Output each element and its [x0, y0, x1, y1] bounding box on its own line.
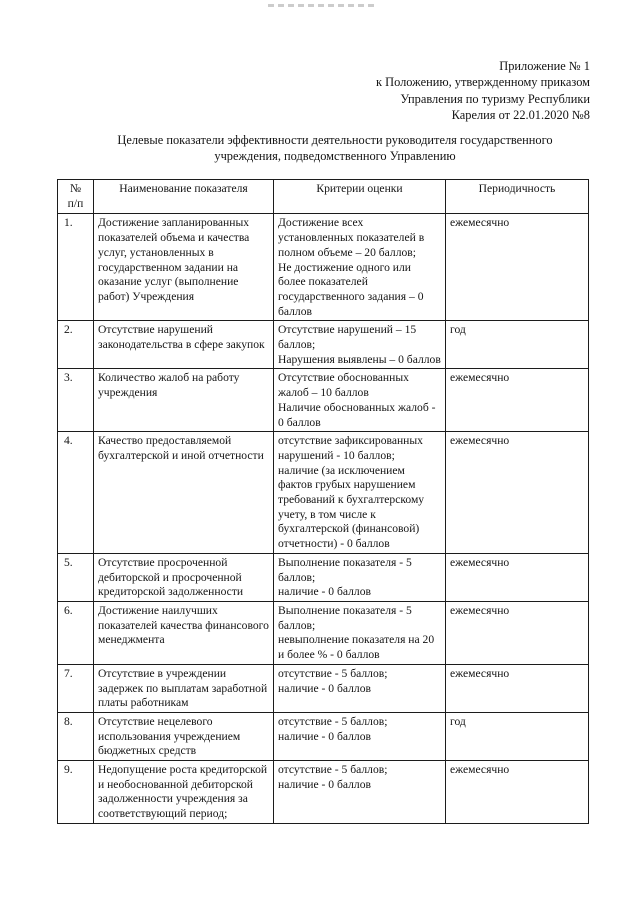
row-number: 6.: [58, 601, 94, 664]
criteria-cell: [274, 321, 446, 369]
indicator-name: Количество жалоб на работу учреждения: [94, 369, 274, 432]
criteria-positive: отсутствие зафиксированных нарушений - 10 баллов;: [278, 434, 423, 462]
criteria-negative: невыполнение показателя на 20 и более % - 0 баллов: [278, 633, 435, 662]
annex-header: [376, 58, 590, 124]
indicators-table: [57, 179, 589, 824]
criteria-negative: Наличие обоснованных жалоб - 0 баллов: [278, 400, 436, 429]
criteria-negative: Не достижение одного или более показателей государственного задания – 0 баллов: [278, 260, 424, 318]
indicator-name: Отсутствие нецелевого использования учреждением бюджетных средств: [94, 712, 274, 760]
row-number: 7.: [58, 664, 94, 712]
criteria-cell: [274, 712, 446, 760]
table-row: [58, 712, 589, 760]
periodicity: год: [446, 321, 589, 369]
table-row: [58, 369, 589, 432]
periodicity: ежемесячно: [446, 369, 589, 432]
annex-line-1: Приложение № 1: [499, 59, 590, 73]
indicator-name: Отсутствие просроченной дебиторской и просроченной кредиторской задолженности: [94, 553, 274, 601]
periodicity: ежемесячно: [446, 761, 589, 824]
row-number: 1.: [58, 214, 94, 321]
criteria-negative: наличие - 0 баллов: [278, 585, 371, 599]
periodicity: год: [446, 712, 589, 760]
table-row: [58, 761, 589, 824]
annex-line-3: Управления по туризму Республики: [400, 91, 590, 106]
table-row: [58, 664, 589, 712]
table-row: [58, 601, 589, 664]
criteria-positive: Достижение всех установленных показателей в полном объеме – 20 баллов;: [278, 216, 425, 259]
row-number: 2.: [58, 321, 94, 369]
criteria-cell: [274, 553, 446, 601]
periodicity: ежемесячно: [446, 214, 589, 321]
header-periodicity: Периодичность: [446, 180, 589, 214]
header-number-symbol: №: [69, 182, 82, 195]
table-header-row: [58, 180, 589, 214]
criteria-negative: наличие - 0 баллов: [278, 729, 371, 743]
indicator-name: Недопущение роста кредиторской и необоснованной дебиторской задолженности учреждения за соответствующий период;: [94, 761, 274, 824]
table-row: [58, 321, 589, 369]
table-row: [58, 214, 589, 321]
row-number: 9.: [58, 761, 94, 824]
criteria-positive: Выполнение показателя - 5 баллов;: [278, 555, 412, 584]
periodicity: ежемесячно: [446, 601, 589, 664]
criteria-negative: наличие - 0 баллов: [278, 777, 371, 791]
criteria-cell: [274, 369, 446, 432]
criteria-positive: Отсутствие нарушений – 15 баллов;: [278, 323, 417, 352]
row-number: 4.: [58, 432, 94, 554]
criteria-positive: Отсутствие обоснованных жалоб – 10 баллов: [278, 371, 409, 400]
criteria-cell: [274, 664, 446, 712]
criteria-positive: отсутствие - 5 баллов;: [278, 714, 388, 728]
indicator-name: Отсутствие в учреждении задержек по выплатам заработной платы работникам: [94, 664, 274, 712]
periodicity: ежемесячно: [446, 432, 589, 554]
criteria-cell: [274, 214, 446, 321]
row-number: 3.: [58, 369, 94, 432]
header-number-abbr: п/п: [67, 196, 84, 210]
criteria-positive: отсутствие - 5 баллов;: [278, 763, 388, 777]
indicator-name: Достижение запланированных показателей объема и качества услуг, установленных в государственном задании на оказание услуг (выполнение работ) Учреждения: [94, 214, 274, 321]
row-number: 5.: [58, 553, 94, 601]
criteria-negative: Нарушения выявлены – 0 баллов: [278, 352, 441, 366]
header-criteria: Критерии оценки: [274, 180, 446, 214]
criteria-positive: Выполнение показателя - 5 баллов;: [278, 603, 412, 632]
criteria-negative: наличие - 0 баллов: [278, 681, 371, 695]
indicator-name: Достижение наилучших показателей качества финансового менеджмента: [94, 601, 274, 664]
document-title: [90, 133, 580, 164]
table-row: [58, 432, 589, 554]
annex-line-2: к Положению, утвержденному приказом: [376, 75, 590, 90]
header-indicator-name: Наименование показателя: [94, 180, 274, 214]
periodicity: ежемесячно: [446, 664, 589, 712]
title-line-1: Целевые показатели эффективности деятельности руководителя государственного: [117, 133, 553, 147]
indicator-name: Качество предоставляемой бухгалтерской и иной отчетности: [94, 432, 274, 554]
criteria-negative: наличие (за исключением фактов грубых нарушением требований к бухгалтерскому учету, в том числе к бухгалтерской (финансовой) отчетности) - 0 баллов: [278, 463, 425, 551]
header-number: [58, 180, 94, 214]
criteria-cell: [274, 601, 446, 664]
title-line-2: учреждения, подведомственного Управлению: [214, 148, 456, 163]
indicator-name: Отсутствие нарушений законодательства в сфере закупок: [94, 321, 274, 369]
scan-top-mark: [268, 4, 378, 7]
periodicity: ежемесячно: [446, 553, 589, 601]
row-number: 8.: [58, 712, 94, 760]
table-row: [58, 553, 589, 601]
criteria-cell: [274, 432, 446, 554]
criteria-positive: отсутствие - 5 баллов;: [278, 666, 388, 680]
criteria-cell: [274, 761, 446, 824]
annex-line-4: Карелия от 22.01.2020 №8: [451, 108, 590, 123]
